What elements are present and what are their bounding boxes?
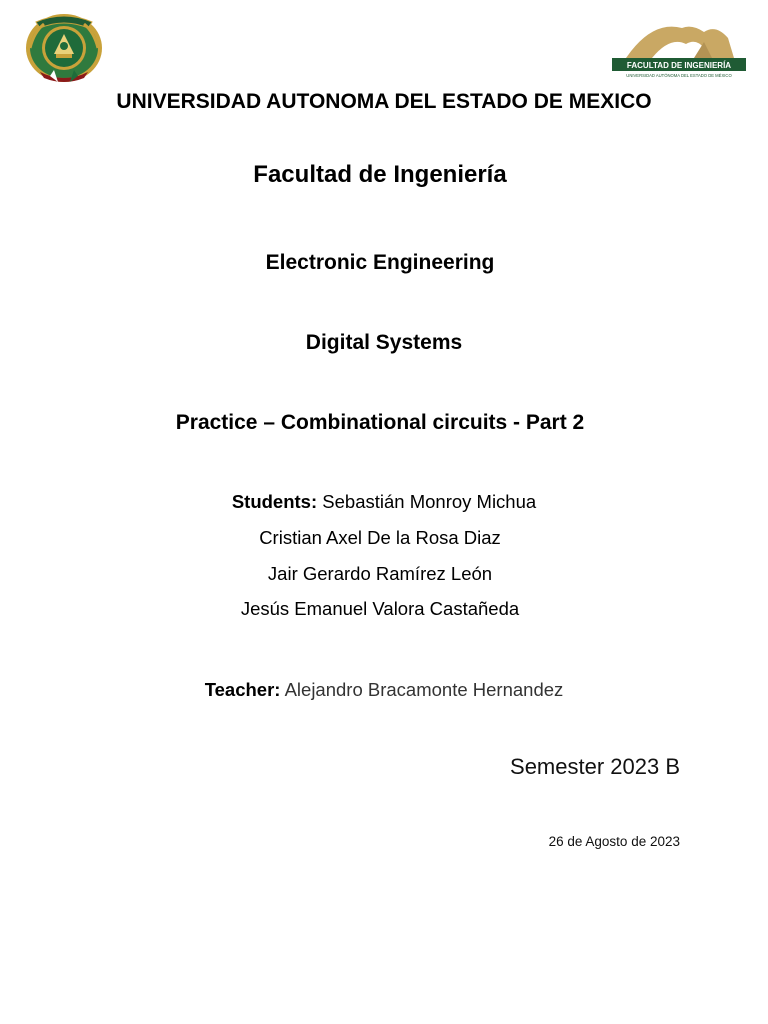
teacher-name: Alejandro Bracamonte Hernandez — [284, 679, 564, 700]
university-title: UNIVERSIDAD AUTONOMA DEL ESTADO DE MEXICO — [116, 90, 652, 113]
teacher-line — [0, 679, 768, 701]
faculty-title: Facultad de Ingeniería — [253, 161, 507, 188]
student-name: Jair Gerardo Ramírez León — [267, 563, 493, 584]
semester-label: Semester 2023 B — [510, 754, 680, 779]
student-name: Jesús Emanuel Valora Castañeda — [240, 598, 520, 619]
students-label: Students: — [231, 491, 318, 512]
teacher-label: Teacher: — [204, 679, 281, 700]
program-title: Electronic Engineering — [265, 251, 495, 274]
student-name: Cristian Axel De la Rosa Diaz — [259, 527, 501, 548]
faculty-building-icon — [612, 18, 746, 80]
students-line-1 — [0, 491, 768, 513]
university-shield-logo — [22, 8, 106, 86]
faculty-building-logo — [612, 18, 746, 80]
student-name: Sebastián Monroy Michua — [322, 491, 537, 512]
document-date: 26 de Agosto de 2023 — [548, 834, 680, 849]
practice-title: Practice – Combinational circuits - Part 2 — [175, 411, 585, 434]
logo-title-text: FACULTAD DE INGENIERÍA — [626, 61, 732, 70]
logo-subtitle-text: UNIVERSIDAD AUTÓNOMA DEL ESTADO DE MÉXICO — [626, 73, 732, 78]
university-shield-icon — [22, 8, 106, 86]
course-title: Digital Systems — [305, 331, 463, 354]
